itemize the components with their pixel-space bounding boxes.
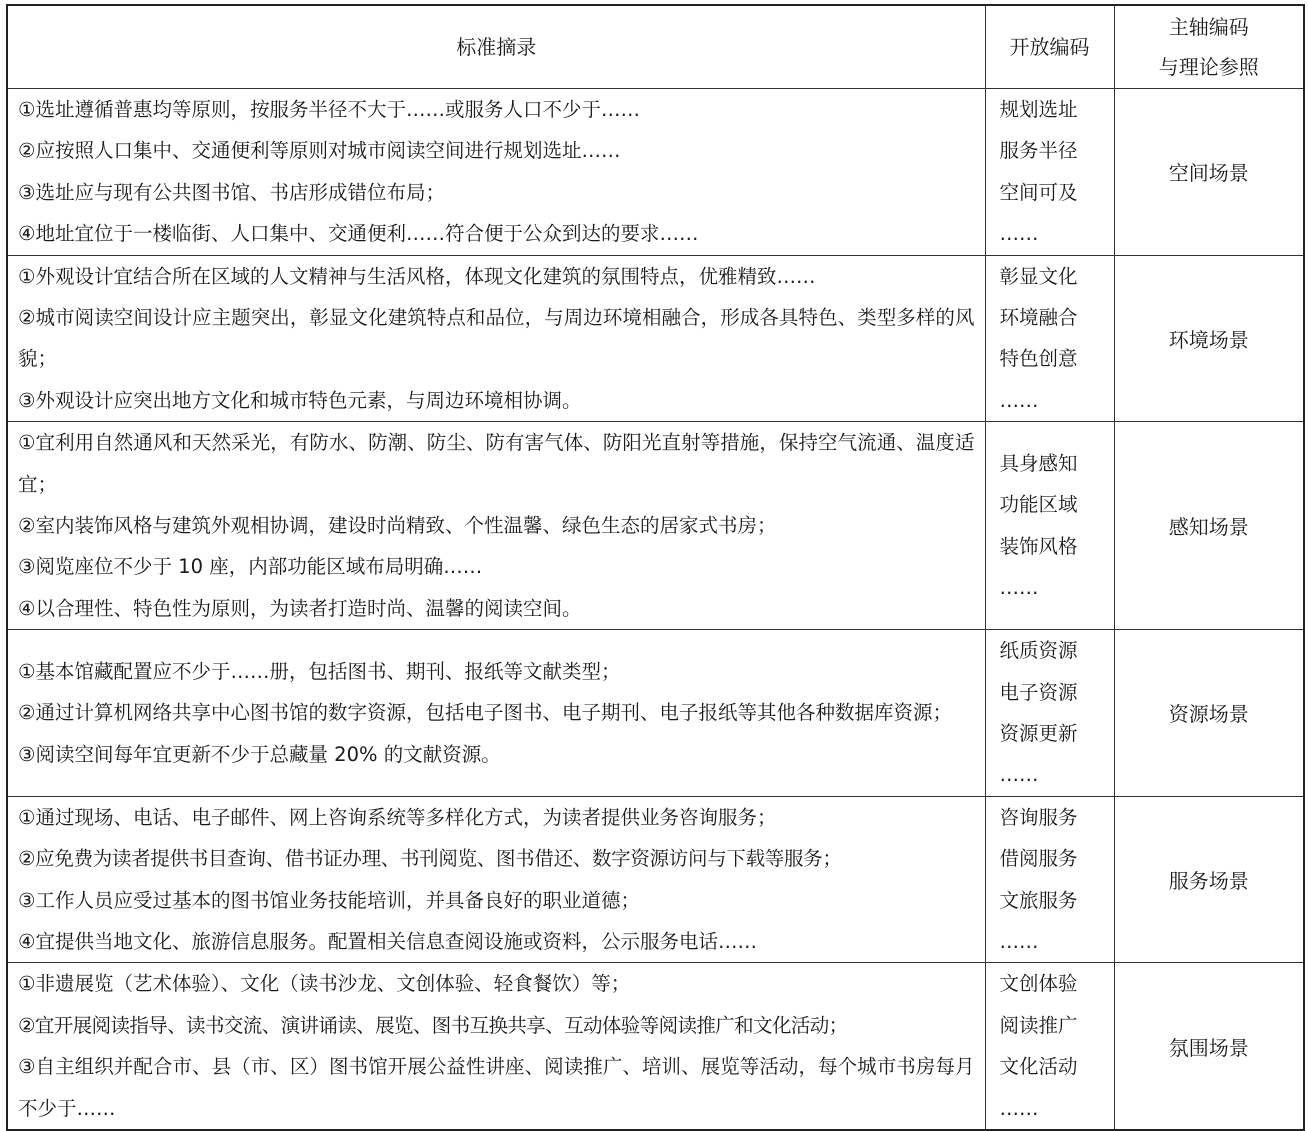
open-code-item: 文创体验 bbox=[999, 972, 1078, 996]
table-row bbox=[7, 630, 1304, 797]
open-code-item: 规划选址 bbox=[999, 97, 1078, 121]
open-code-item: …… bbox=[999, 763, 1039, 787]
open-code-item: …… bbox=[999, 1096, 1039, 1120]
axial-code-cell: 环境场景 bbox=[1114, 255, 1304, 422]
excerpt-item: ②通过计算机网络共享中心图书馆的数字资源，包括电子图书、电子期刊、电子报纸等其他各种数据库资源； bbox=[18, 701, 952, 725]
header-axial-code-line2: 与理论参照 bbox=[1158, 54, 1259, 79]
axial-code-cell: 服务场景 bbox=[1114, 796, 1304, 963]
header-row bbox=[7, 5, 1304, 88]
excerpt-item: ③阅览座位不少于 10 座，内部功能区域布局明确…… bbox=[18, 555, 483, 579]
open-code-item: 纸质资源 bbox=[999, 639, 1078, 663]
excerpt-item: ②应免费为读者提供书目查询、借书证办理、书刊阅览、图书借还、数字资源访问与下载等服务； bbox=[18, 847, 842, 871]
table-row bbox=[7, 963, 1304, 1130]
excerpt-cell bbox=[7, 255, 985, 422]
open-code-cell bbox=[985, 255, 1114, 422]
axial-code-cell: 氛围场景 bbox=[1114, 963, 1304, 1130]
open-code-cell bbox=[985, 796, 1114, 963]
excerpt-item: ①宜利用自然通风和天然采光，有防水、防潮、防尘、防有害气体、防阳光直射等措施，保持空气流通、温度适宜； bbox=[18, 431, 975, 496]
excerpt-item: ③自主组织并配合市、县（市、区）图书馆开展公益性讲座、阅读推广、培训、展览等活动，每个城市书房每月不少于…… bbox=[18, 1055, 975, 1120]
open-code-item: 文旅服务 bbox=[999, 888, 1078, 912]
table-row bbox=[7, 796, 1304, 963]
open-code-item: 电子资源 bbox=[999, 680, 1078, 704]
open-code-item: 空间可及 bbox=[999, 180, 1078, 204]
excerpt-item: ②城市阅读空间设计应主题突出，彰显文化建筑特点和品位，与周边环境相融合，形成各具特色、类型多样的风貌； bbox=[18, 305, 975, 371]
open-code-item: …… bbox=[999, 930, 1039, 953]
excerpt-item: ②应按照人口集中、交通便利等原则对城市阅读空间进行规划选址…… bbox=[18, 139, 621, 163]
open-code-cell bbox=[985, 88, 1114, 255]
open-code-item: 具身感知 bbox=[999, 451, 1078, 475]
open-code-cell bbox=[985, 630, 1114, 797]
open-code-item: …… bbox=[999, 221, 1039, 245]
excerpt-item: ①外观设计宜结合所在区域的人文精神与生活风格，体现文化建筑的氛围特点，优雅精致…… bbox=[18, 264, 816, 288]
open-code-item: 服务半径 bbox=[999, 139, 1078, 163]
excerpt-cell bbox=[7, 963, 985, 1130]
axial-code-cell: 感知场景 bbox=[1114, 422, 1304, 630]
excerpt-item: ①通过现场、电话、电子邮件、网上咨询系统等多样化方式，为读者提供业务咨询服务； bbox=[18, 805, 777, 829]
excerpt-item: ③外观设计应突出地方文化和城市特色元素，与周边环境相协调。 bbox=[18, 388, 582, 412]
excerpt-item: ④宜提供当地文化、旅游信息服务。配置相关信息查阅设施或资料，公示服务电话…… bbox=[18, 930, 757, 953]
table-row bbox=[7, 422, 1304, 630]
open-code-cell bbox=[985, 963, 1114, 1130]
open-code-item: …… bbox=[999, 388, 1039, 412]
header-excerpt: 标准摘录 bbox=[7, 5, 985, 88]
header-axial-code bbox=[1114, 5, 1304, 88]
excerpt-item: ③工作人员应受过基本的图书馆业务技能培训，并具备良好的职业道德； bbox=[18, 888, 640, 912]
excerpt-item: ②宜开展阅读指导、读书交流、演讲诵读、展览、图书互换共享、互动体验等阅读推广和文化活动； bbox=[18, 1013, 848, 1037]
open-code-item: 借阅服务 bbox=[999, 847, 1078, 871]
excerpt-cell bbox=[7, 88, 985, 255]
excerpt-item: ①选址遵循普惠均等原则，按服务半径不大于……或服务人口不少于…… bbox=[18, 97, 640, 121]
open-code-cell bbox=[985, 422, 1114, 630]
excerpt-item: ③阅读空间每年宜更新不少于总藏量 20% 的文献资源。 bbox=[18, 742, 501, 766]
excerpt-item: ①基本馆藏配置应不少于……册，包括图书、期刊、报纸等文献类型； bbox=[18, 659, 621, 683]
axial-code-cell: 空间场景 bbox=[1114, 88, 1304, 255]
open-code-item: 彰显文化 bbox=[999, 264, 1078, 288]
excerpt-item: ④以合理性、特色性为原则，为读者打造时尚、温馨的阅读空间。 bbox=[18, 596, 582, 620]
coding-table bbox=[6, 4, 1305, 1131]
excerpt-cell bbox=[7, 796, 985, 963]
open-code-item: 装饰风格 bbox=[999, 534, 1078, 558]
excerpt-cell bbox=[7, 422, 985, 630]
table-row bbox=[7, 88, 1304, 255]
excerpt-item: ④地址宜位于一楼临街、人口集中、交通便利……符合便于公众到达的要求…… bbox=[18, 221, 699, 245]
open-code-item: 特色创意 bbox=[999, 347, 1078, 371]
header-axial-code-line1: 主轴编码 bbox=[1168, 14, 1249, 39]
header-open-code: 开放编码 bbox=[985, 5, 1114, 88]
excerpt-item: ①非遗展览（艺术体验）、文化（读书沙龙、文创体验、轻食餐饮）等； bbox=[18, 972, 631, 996]
open-code-item: 文化活动 bbox=[999, 1055, 1078, 1079]
open-code-item: 资源更新 bbox=[999, 721, 1078, 745]
open-code-item: 阅读推广 bbox=[999, 1013, 1078, 1037]
open-code-item: 功能区域 bbox=[999, 493, 1078, 517]
excerpt-item: ③选址应与现有公共图书馆、书店形成错位布局； bbox=[18, 180, 445, 204]
open-code-item: 咨询服务 bbox=[999, 805, 1078, 829]
open-code-item: …… bbox=[999, 576, 1039, 600]
open-code-item: 环境融合 bbox=[999, 305, 1078, 329]
axial-code-cell: 资源场景 bbox=[1114, 630, 1304, 797]
table-row bbox=[7, 255, 1304, 422]
excerpt-cell bbox=[7, 630, 985, 797]
excerpt-item: ②室内装饰风格与建筑外观相协调，建设时尚精致、个性温馨、绿色生态的居家式书房； bbox=[18, 513, 777, 537]
